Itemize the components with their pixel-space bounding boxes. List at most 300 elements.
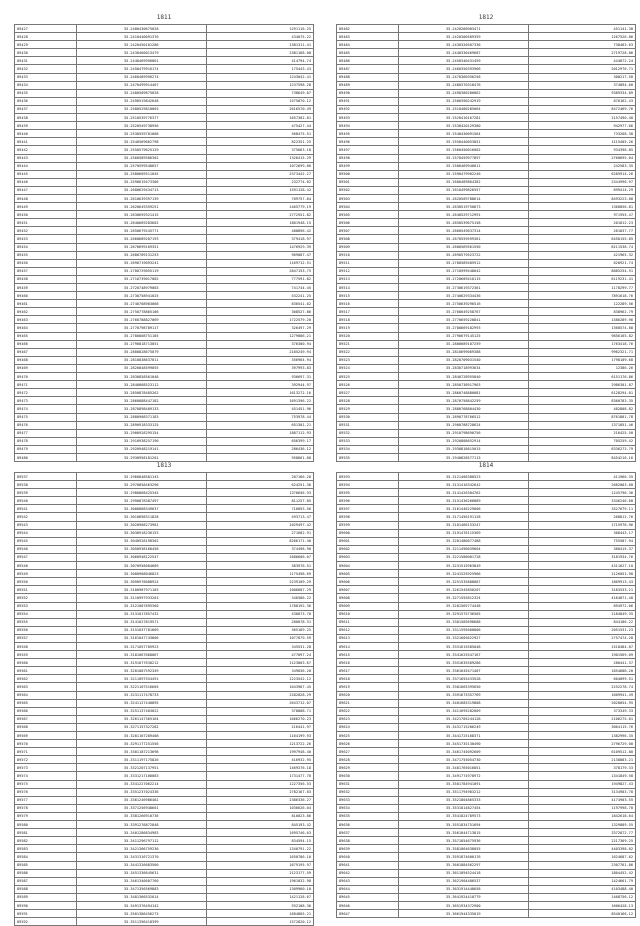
row-code-cell: 35.2570459977897 <box>398 154 528 162</box>
table-row <box>337 602 636 610</box>
table-row <box>337 405 636 413</box>
table-row <box>15 610 314 618</box>
row-amount-cell: 8540166.12 <box>528 910 635 918</box>
table-row <box>337 497 636 505</box>
table-row <box>337 562 636 570</box>
row-id-cell: 89513 <box>337 275 399 283</box>
row-amount-cell: 380415.37 <box>528 545 635 553</box>
row-code-cell: 35.3401286834983 <box>76 829 206 837</box>
row-amount-cell: 411966.35 <box>528 473 635 481</box>
row-amount-cell: 1591128.42 <box>206 186 313 194</box>
row-code-cell: 35.3030918236153 <box>76 529 206 537</box>
row-id-cell: 89462 <box>15 308 77 316</box>
row-amount-cell: 373349.33 <box>528 707 635 715</box>
table-row <box>337 178 636 186</box>
row-amount-cell: 1213722.26 <box>206 740 313 748</box>
row-code-cell: 35.3651934372900 <box>398 901 528 909</box>
table-row <box>15 170 314 178</box>
row-code-cell: 35.2590479902246 <box>398 170 528 178</box>
table-row <box>15 25 314 33</box>
row-id-cell: 89456 <box>15 259 77 267</box>
table-row <box>337 97 636 105</box>
row-id-cell: 89472 <box>15 389 77 397</box>
row-amount-cell: 383976.51 <box>206 562 313 570</box>
row-code-cell: 35.3040928198302 <box>76 537 206 545</box>
row-code-cell: 35.3211496039604 <box>398 545 528 553</box>
row-amount-cell: 6109512.80 <box>528 748 635 756</box>
row-amount-cell: 1609941.49 <box>528 691 635 699</box>
table-row <box>15 659 314 667</box>
table-row <box>15 154 314 162</box>
row-code-cell: 35.3481366532014 <box>76 893 206 901</box>
table-row <box>337 300 636 308</box>
row-id-cell: 89535 <box>337 453 399 461</box>
row-amount-cell: 2643712.07 <box>206 699 313 707</box>
table-row <box>337 146 636 154</box>
row-id-cell: 89601 <box>337 537 399 545</box>
row-id-cell: 89514 <box>337 284 399 292</box>
row-id-cell: 89560 <box>15 659 77 667</box>
row-code-cell: 35.3271157327282 <box>76 723 206 731</box>
table-row <box>15 429 314 437</box>
row-code-cell: 35.2590619473306 <box>76 178 206 186</box>
row-code-cell: 35.3531814827454 <box>398 804 528 812</box>
row-id-cell: 89634 <box>337 804 399 812</box>
row-amount-cell: 1341849.58 <box>528 772 635 780</box>
row-code-cell: 35.3431715206249 <box>398 723 528 731</box>
row-amount-cell: 2157490.48 <box>528 114 635 122</box>
row-amount-cell: 1006687.29 <box>206 586 313 594</box>
row-code-cell: 35.3191476115369 <box>398 529 528 537</box>
row-code-cell: 35.3281565774448 <box>398 602 528 610</box>
row-code-cell: 35.2500390242919 <box>398 97 528 105</box>
row-code-cell: 35.3271555812324 <box>398 594 528 602</box>
table-row <box>15 340 314 348</box>
row-amount-cell: 286436.12 <box>206 445 313 453</box>
row-code-cell: 35.3391276872848 <box>76 821 206 829</box>
table-row <box>337 740 636 748</box>
table-row <box>15 356 314 364</box>
table-row <box>15 893 314 901</box>
row-id-cell: 89585 <box>15 861 77 869</box>
row-amount-cell: 1887112.93 <box>206 429 313 437</box>
row-id-cell: 89538 <box>15 481 77 489</box>
table-row <box>15 364 314 372</box>
row-code-cell: 35.3571854675936 <box>398 837 528 845</box>
table-row <box>15 772 314 780</box>
row-code-cell: 35.3441725168371 <box>398 732 528 740</box>
table-row <box>337 634 636 642</box>
table-row <box>337 41 636 49</box>
table-row <box>337 33 636 41</box>
row-code-cell: 35.2470499914407 <box>76 81 206 89</box>
row-amount-cell: 8336273.79 <box>528 445 635 453</box>
row-amount-cell: 1901569.09 <box>528 651 635 659</box>
row-id-cell: 89628 <box>337 756 399 764</box>
row-code-cell: 35.2740768903068 <box>76 300 206 308</box>
row-code-cell: 35.2960848501143 <box>76 473 206 481</box>
row-amount-cell: 6151176.86 <box>528 373 635 381</box>
row-amount-cell: 834594.15 <box>206 837 313 845</box>
row-code-cell: 35.3331217100083 <box>76 772 206 780</box>
table-row <box>337 821 636 829</box>
table-row <box>337 837 636 845</box>
table-row <box>15 529 314 537</box>
row-code-cell: 35.3371655433528 <box>398 675 528 683</box>
row-code-cell: 35.2680569561550 <box>398 243 528 251</box>
row-code-cell: 35.3511396418399 <box>76 918 206 926</box>
row-amount-cell: 2307761.86 <box>528 861 635 869</box>
table-row <box>337 73 636 81</box>
row-id-cell: 89429 <box>15 41 77 49</box>
row-id-cell: 89639 <box>337 845 399 853</box>
row-code-cell: 35.2450479916174 <box>76 65 206 73</box>
table-row <box>15 642 314 650</box>
table-row <box>15 683 314 691</box>
table-row <box>337 691 636 699</box>
row-amount-cell: 421965.32 <box>528 251 635 259</box>
row-amount-cell: 365169.25 <box>206 626 313 634</box>
row-id-cell: 89566 <box>15 707 77 715</box>
table-row <box>337 910 636 918</box>
table-row <box>337 332 636 340</box>
table-row <box>337 675 636 683</box>
row-code-cell: 35.2700589485912 <box>398 259 528 267</box>
row-id-cell: 89544 <box>15 529 77 537</box>
row-code-cell: 35.3401685319888 <box>398 699 528 707</box>
table-row <box>15 211 314 219</box>
row-code-cell: 35.2760649258767 <box>398 308 528 316</box>
row-code-cell: 35.2530559701008 <box>76 130 206 138</box>
row-amount-cell: 3346246.68 <box>528 497 635 505</box>
table-row <box>15 505 314 513</box>
row-code-cell: 35.2430320507336 <box>398 41 528 49</box>
row-code-cell: 35.2790679145125 <box>398 332 528 340</box>
row-code-cell: 35.2840728955840 <box>398 373 528 381</box>
row-amount-cell: 656399.17 <box>206 437 313 445</box>
row-id-cell: 89574 <box>15 772 77 780</box>
row-id-cell: 89440 <box>15 130 77 138</box>
row-id-cell: 89507 <box>337 227 399 235</box>
row-amount-cell: 651301.21 <box>206 421 313 429</box>
row-amount-cell: 738649.87 <box>206 89 313 97</box>
row-amount-cell: 1854688.20 <box>528 667 635 675</box>
row-amount-cell: 1382996.35 <box>528 732 635 740</box>
row-code-cell: 35.2540569662798 <box>76 138 206 146</box>
row-id-cell: 89581 <box>15 829 77 837</box>
row-id-cell: 89596 <box>337 497 399 505</box>
row-code-cell: 35.3241127440895 <box>76 699 206 707</box>
row-amount-cell: 4311627.10 <box>528 562 635 570</box>
table-row <box>15 162 314 170</box>
row-id-cell: 89547 <box>15 553 77 561</box>
row-amount-cell: 414794.74 <box>206 57 313 65</box>
row-code-cell: 35.2740629334436 <box>398 292 528 300</box>
row-id-cell: 89488 <box>337 73 399 81</box>
row-code-cell: 35.2480509875028 <box>76 89 206 97</box>
row-amount-cell: 1368574.88 <box>528 324 635 332</box>
row-amount-cell: 368443.17 <box>528 529 635 537</box>
table-row <box>15 594 314 602</box>
row-code-cell: 35.2650539675158 <box>398 219 528 227</box>
row-amount-cell: 4103488.40 <box>528 885 635 893</box>
row-code-cell: 35.2490380280862 <box>398 89 528 97</box>
row-code-cell: 35.2440469956801 <box>76 57 206 65</box>
row-code-cell: 35.2970858463296 <box>76 481 206 489</box>
table-row <box>15 634 314 642</box>
row-code-cell: 35.3311197175826 <box>76 756 206 764</box>
row-code-cell: 35.3351237024336 <box>76 788 206 796</box>
row-amount-cell: 1657302.81 <box>206 114 313 122</box>
row-id-cell: 89546 <box>15 545 77 553</box>
row-amount-cell: 1115405.26 <box>528 138 635 146</box>
row-amount-cell: 894972.06 <box>528 602 635 610</box>
table-row <box>337 421 636 429</box>
row-id-cell: 89502 <box>337 186 399 194</box>
row-id-cell: 89445 <box>15 170 77 178</box>
row-code-cell: 35.2520549738956 <box>76 122 206 130</box>
row-id-cell: 89572 <box>15 756 77 764</box>
row-amount-cell: 8472469.76 <box>528 105 635 113</box>
row-code-cell: 35.3261147365164 <box>76 715 206 723</box>
row-code-cell: 35.2620649359251 <box>76 203 206 211</box>
table-row <box>15 732 314 740</box>
table-row <box>15 804 314 812</box>
row-id-cell: 89563 <box>15 683 77 691</box>
row-amount-cell: 376300.94 <box>206 340 313 348</box>
row-code-cell: 35.2820709031540 <box>398 356 528 364</box>
row-code-cell: 35.3221506001728 <box>398 553 528 561</box>
table-row <box>337 267 636 275</box>
table-row <box>15 194 314 202</box>
row-amount-cell: 1036626.04 <box>206 804 313 812</box>
row-amount-cell: 6119231.41 <box>528 275 635 283</box>
row-amount-cell: 1679195.97 <box>206 861 313 869</box>
row-code-cell: 35.3151037781669 <box>76 626 206 634</box>
table-row <box>15 41 314 49</box>
row-amount-cell: 216441.97 <box>206 723 313 731</box>
row-id-cell: 89490 <box>337 89 399 97</box>
table-row <box>337 715 636 723</box>
row-amount-cell: 2760695.04 <box>528 154 635 162</box>
row-id-cell: 89620 <box>337 691 399 699</box>
row-code-cell: 35.2800689107259 <box>398 340 528 348</box>
row-amount-cell: 1197998.70 <box>528 804 635 812</box>
row-id-cell: 89466 <box>15 340 77 348</box>
row-id-cell: 89496 <box>337 138 399 146</box>
table-row <box>15 227 314 235</box>
table-row <box>15 553 314 561</box>
table-row <box>15 901 314 909</box>
row-code-cell: 35.3611894524418 <box>398 869 528 877</box>
row-code-cell: 35.2650679245771 <box>76 227 206 235</box>
row-amount-cell: 9962321.71 <box>528 348 635 356</box>
row-code-cell: 35.3441326683500 <box>76 861 206 869</box>
row-amount-cell: 1077879.59 <box>206 634 313 642</box>
row-code-cell: 35.2610499826557 <box>398 186 528 194</box>
row-id-cell: 89625 <box>337 732 399 740</box>
row-id-cell: 89446 <box>15 178 77 186</box>
row-amount-cell: 378179.33 <box>528 764 635 772</box>
row-amount-cell: 1613272.16 <box>206 389 313 397</box>
row-amount-cell: 374498.90 <box>206 545 313 553</box>
row-amount-cell: 1029497.42 <box>206 521 313 529</box>
row-id-cell: 89516 <box>337 300 399 308</box>
table-row <box>337 885 636 893</box>
table-row <box>337 521 636 529</box>
row-id-cell: 89643 <box>337 877 399 885</box>
row-amount-cell: 378808.71 <box>206 707 313 715</box>
table-row <box>337 219 636 227</box>
table-row <box>337 373 636 381</box>
table-row <box>337 81 636 89</box>
table-row <box>337 105 636 113</box>
table-row <box>337 122 636 130</box>
row-id-cell: 89571 <box>15 748 77 756</box>
row-amount-cell: 1223542.12 <box>206 675 313 683</box>
row-amount-cell: 349836.20 <box>206 667 313 675</box>
row-id-cell: 89617 <box>337 667 399 675</box>
row-id-cell: 89465 <box>15 332 77 340</box>
row-id-cell: 89595 <box>337 489 399 497</box>
row-code-cell: 35.2420450101286 <box>76 41 206 49</box>
row-amount-cell: 2344996.97 <box>528 178 635 186</box>
row-id-cell: 89626 <box>337 740 399 748</box>
row-code-cell: 35.2780808751185 <box>76 332 206 340</box>
table-row <box>15 837 314 845</box>
row-amount-cell: 1381311.41 <box>206 41 313 49</box>
row-code-cell: 35.2850878485262 <box>76 389 206 397</box>
table-row <box>15 81 314 89</box>
row-id-cell: 89587 <box>15 877 77 885</box>
row-amount-cell: 1329889.55 <box>528 821 635 829</box>
row-id-cell: 89564 <box>15 691 77 699</box>
row-id-cell: 89584 <box>15 853 77 861</box>
row-code-cell: 35.2860888447182 <box>76 397 206 405</box>
row-amount-cell: 1666270.23 <box>206 715 313 723</box>
row-code-cell: 35.3621904486537 <box>398 877 528 885</box>
table-row <box>15 562 314 570</box>
row-id-cell: 89552 <box>15 594 77 602</box>
row-code-cell: 35.3191077630212 <box>76 659 206 667</box>
row-id-cell: 89512 <box>337 267 399 275</box>
row-id-cell: 89530 <box>337 413 399 421</box>
table-row <box>337 570 636 578</box>
row-id-cell: 89476 <box>15 421 77 429</box>
table-row <box>337 445 636 453</box>
row-id-cell: 89576 <box>15 788 77 796</box>
row-code-cell: 35.3251535888087 <box>398 578 528 586</box>
row-id-cell: 89459 <box>15 284 77 292</box>
row-id-cell: 89531 <box>337 421 399 429</box>
row-amount-cell: 1518484.07 <box>528 642 635 650</box>
table-row <box>337 869 636 877</box>
row-amount-cell: 1691396.22 <box>206 397 313 405</box>
row-id-cell: 89518 <box>337 316 399 324</box>
row-amount-cell: 1572820.12 <box>206 918 313 926</box>
row-amount-cell: 1360856.81 <box>528 203 635 211</box>
row-id-cell: 89443 <box>15 154 77 162</box>
row-amount-cell: 8266171.40 <box>206 537 313 545</box>
row-id-cell: 89623 <box>337 715 399 723</box>
row-amount-cell: 1684865.21 <box>206 910 313 918</box>
row-amount-cell: 6450155.85 <box>528 235 635 243</box>
row-id-cell: 89554 <box>15 610 77 618</box>
row-id-cell: 89606 <box>337 578 399 586</box>
table-row <box>337 324 636 332</box>
row-amount-cell: 451451.96 <box>206 405 313 413</box>
table-row <box>15 138 314 146</box>
row-id-cell: 89602 <box>337 545 399 553</box>
row-id-cell: 89577 <box>15 796 77 804</box>
row-id-cell: 89619 <box>337 683 399 691</box>
row-code-cell: 35.3231117478733 <box>76 691 206 699</box>
row-code-cell: 35.2720748979083 <box>76 284 206 292</box>
row-id-cell: 89474 <box>15 405 77 413</box>
table-row <box>15 130 314 138</box>
table-row <box>15 421 314 429</box>
row-code-cell: 35.3020908273981 <box>76 521 206 529</box>
row-id-cell: 89473 <box>15 397 77 405</box>
row-code-cell: 35.3431316721370 <box>76 853 206 861</box>
ledger-page-1812 <box>336 14 636 470</box>
table-row <box>337 138 636 146</box>
table-row <box>337 764 636 772</box>
row-amount-cell: 1421128.67 <box>206 893 313 901</box>
row-code-cell: 35.2400430675028 <box>76 25 206 33</box>
row-id-cell: 89463 <box>15 316 77 324</box>
table-row <box>337 203 636 211</box>
row-id-cell: 89575 <box>15 780 77 788</box>
table-row <box>15 756 314 764</box>
row-code-cell: 35.2600489864382 <box>398 178 528 186</box>
row-code-cell: 35.2860748880081 <box>398 389 528 397</box>
row-code-cell: 35.2980868425345 <box>76 489 206 497</box>
row-code-cell: 35.3070958084689 <box>76 562 206 570</box>
row-code-cell: 35.2870898409133 <box>76 405 206 413</box>
row-id-cell: 89455 <box>15 251 77 259</box>
table-row <box>337 429 636 437</box>
row-amount-cell: 1326415.29 <box>206 154 313 162</box>
row-id-cell: 89470 <box>15 373 77 381</box>
row-amount-cell: 2847153.75 <box>206 267 313 275</box>
row-amount-cell: 1476929.39 <box>206 243 313 251</box>
row-code-cell: 35.2660549637314 <box>398 227 528 235</box>
row-code-cell: 35.3121406380523 <box>398 473 528 481</box>
row-amount-cell: 1245796.36 <box>528 489 635 497</box>
row-code-cell: 35.2410440091376 <box>76 33 206 41</box>
row-id-cell: 89533 <box>337 437 399 445</box>
row-code-cell: 35.2450340431459 <box>398 57 528 65</box>
row-code-cell: 35.3561844713815 <box>398 829 528 837</box>
row-id-cell: 89600 <box>337 529 399 537</box>
row-amount-cell: 9856165.82 <box>528 332 635 340</box>
table-row <box>15 405 314 413</box>
row-code-cell: 35.2930958181201 <box>76 453 206 461</box>
row-id-cell: 89622 <box>337 707 399 715</box>
row-code-cell: 35.2710739017082 <box>76 275 206 283</box>
row-amount-cell: 1376656.93 <box>206 489 313 497</box>
row-id-cell: 89540 <box>15 497 77 505</box>
row-code-cell: 35.3461745092609 <box>398 748 528 756</box>
table-row <box>15 65 314 73</box>
row-id-cell: 89578 <box>15 804 77 812</box>
row-amount-cell: 1715978.96 <box>528 521 635 529</box>
row-id-cell: 89439 <box>15 122 77 130</box>
row-amount-cell: 1340791.22 <box>206 845 313 853</box>
row-id-cell: 89434 <box>15 81 77 89</box>
row-amount-cell: 1801948.15 <box>206 219 313 227</box>
